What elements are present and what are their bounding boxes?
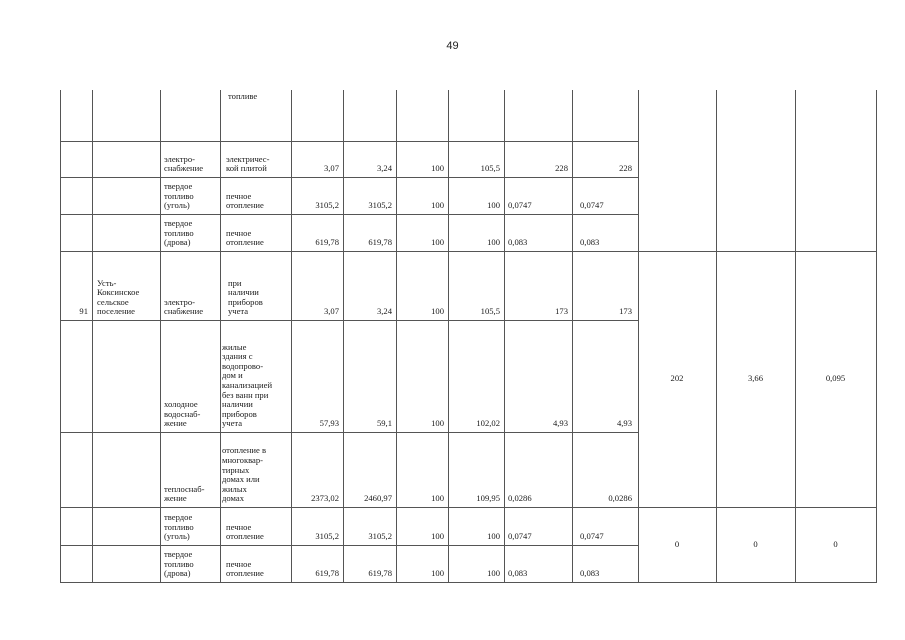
value-cell: 619,78: [315, 568, 339, 579]
service-type: электро-: [164, 153, 196, 164]
service-type: (дрова): [164, 568, 191, 579]
value-cell: 0,0286: [508, 493, 532, 504]
value-cell: 57,93: [319, 418, 339, 429]
merged-value: 202: [670, 373, 684, 384]
service-type: жение: [164, 418, 187, 429]
condition-text: многоквар-: [222, 455, 264, 465]
condition-text: приборов: [228, 296, 263, 307]
service-type: топливо: [164, 227, 194, 238]
value-cell: 100: [431, 568, 444, 579]
value-cell: 2373,02: [311, 493, 339, 504]
service-type: твердое: [164, 549, 193, 560]
condition-text: печное: [226, 190, 252, 201]
value-cell: 102,02: [476, 418, 500, 429]
condition-text: отопление: [226, 237, 264, 248]
condition-text: топливе: [228, 91, 258, 101]
value-cell: 100: [431, 418, 444, 429]
condition-text: отопление: [226, 568, 264, 579]
column-border: [396, 90, 397, 582]
value-cell: 0,083: [580, 568, 600, 579]
value-cell: 3105,2: [368, 531, 392, 542]
value-cell: 173: [619, 306, 632, 317]
condition-text: приборов: [222, 408, 257, 419]
value-cell: 619,78: [368, 568, 392, 579]
condition-text: без ванн при: [222, 389, 269, 400]
value-cell: 109,95: [476, 493, 500, 504]
service-type: топливо: [164, 558, 194, 569]
condition-text: электричес-: [226, 153, 270, 164]
value-cell: 4,93: [552, 418, 568, 429]
column-border: [160, 90, 161, 582]
settlement-name: поселение: [97, 306, 135, 317]
value-cell: 105,5: [480, 306, 500, 317]
column-border: [876, 90, 877, 582]
value-cell: 3,07: [323, 306, 339, 317]
settlement-name: сельское: [97, 296, 129, 307]
value-cell: 0,0286: [608, 493, 632, 504]
value-cell: 0,0747: [580, 531, 604, 542]
value-cell: 100: [431, 306, 444, 317]
row-border: [60, 141, 638, 142]
column-border: [716, 90, 717, 582]
value-cell: 0,0747: [580, 200, 604, 211]
value-cell: 3105,2: [368, 200, 392, 211]
value-cell: 100: [487, 531, 500, 542]
service-type: (уголь): [164, 200, 190, 211]
condition-text: отопление: [226, 200, 264, 211]
condition-text: тирных: [222, 464, 250, 475]
value-cell: 0,083: [508, 568, 528, 579]
table-bottom-border: [60, 582, 877, 583]
service-type: снабжение: [164, 306, 204, 317]
merged-value: 0: [753, 538, 758, 549]
row-border: [60, 214, 638, 215]
value-cell: 100: [487, 568, 500, 579]
condition-text: жилые: [222, 341, 247, 352]
value-cell: 100: [431, 163, 444, 174]
service-type: жение: [164, 493, 187, 504]
page-number: 49: [446, 40, 459, 52]
row-border: [60, 507, 638, 508]
condition-text: кой плитой: [226, 163, 267, 174]
service-type: электро-: [164, 296, 196, 307]
service-type: холодное: [164, 399, 198, 410]
service-type: твердое: [164, 181, 193, 192]
value-cell: 619,78: [368, 237, 392, 248]
merged-border: [638, 251, 877, 252]
column-border: [220, 90, 221, 582]
row-border: [60, 432, 638, 433]
merged-border: [638, 507, 877, 508]
condition-text: жилых: [222, 483, 247, 494]
condition-text: наличии: [222, 399, 253, 410]
service-type: твердое: [164, 218, 193, 229]
settlement-name: Коксинское: [97, 287, 140, 298]
column-border: [448, 90, 449, 582]
service-type: топливо: [164, 190, 194, 201]
value-cell: 228: [555, 163, 568, 174]
service-type: (уголь): [164, 531, 190, 542]
condition-text: учета: [228, 306, 249, 317]
value-cell: 3,24: [376, 163, 392, 174]
condition-text: отопление в: [222, 445, 267, 456]
value-cell: 105,5: [480, 163, 500, 174]
row-border: [60, 320, 638, 321]
column-border: [795, 90, 796, 582]
value-cell: 100: [487, 237, 500, 248]
value-cell: 619,78: [315, 237, 339, 248]
condition-text: печное: [226, 227, 252, 238]
value-cell: 2460,97: [364, 493, 392, 504]
settlement-name: Усть-: [97, 277, 117, 288]
condition-text: отопление: [226, 531, 264, 542]
value-cell: 100: [487, 200, 500, 211]
value-cell: 100: [431, 493, 444, 504]
condition-text: здания с: [222, 351, 253, 362]
value-cell: 0,0747: [508, 200, 532, 211]
value-cell: 100: [431, 237, 444, 248]
service-type: водоснаб-: [164, 408, 201, 419]
column-border: [343, 90, 344, 582]
value-cell: 0,083: [580, 237, 600, 248]
condition-text: наличии: [228, 287, 259, 298]
value-cell: 173: [555, 306, 568, 317]
service-type: топливо: [164, 521, 194, 532]
row-number: 91: [79, 306, 88, 317]
column-border: [572, 90, 573, 582]
value-cell: 100: [431, 531, 444, 542]
condition-text: дом и: [222, 370, 243, 381]
merged-value: 3,66: [747, 373, 764, 384]
row-border: [60, 545, 638, 546]
value-cell: 3,07: [323, 163, 339, 174]
row-border: [60, 177, 638, 178]
column-border: [504, 90, 505, 582]
condition-text: учета: [222, 418, 243, 429]
condition-text: печное: [226, 521, 252, 532]
service-type: снабжение: [164, 163, 204, 174]
value-cell: 3105,2: [315, 200, 339, 211]
service-type: (дрова): [164, 237, 191, 248]
condition-text: канализацией: [222, 380, 273, 390]
condition-text: печное: [226, 558, 252, 569]
service-type: твердое: [164, 512, 193, 523]
service-type: теплоснаб-: [164, 483, 205, 494]
value-cell: 59,1: [376, 418, 392, 429]
merged-value: 0: [674, 538, 680, 549]
merged-value: 0,095: [825, 373, 846, 384]
column-border: [92, 90, 93, 582]
column-border: [60, 90, 61, 582]
value-cell: 0,0747: [508, 531, 532, 542]
row-border: [60, 251, 638, 252]
column-border: [291, 90, 292, 582]
condition-text: домах или: [222, 474, 260, 485]
condition-text: при: [228, 277, 242, 288]
value-cell: 3,24: [376, 306, 392, 317]
value-cell: 3105,2: [315, 531, 339, 542]
condition-text: домах: [222, 493, 244, 504]
condition-text: водопрово-: [222, 360, 264, 371]
column-border: [638, 90, 639, 582]
value-cell: 228: [619, 163, 632, 174]
value-cell: 0,083: [508, 237, 528, 248]
value-cell: 4,93: [616, 418, 632, 429]
value-cell: 100: [431, 200, 444, 211]
merged-value: 0: [833, 538, 838, 549]
